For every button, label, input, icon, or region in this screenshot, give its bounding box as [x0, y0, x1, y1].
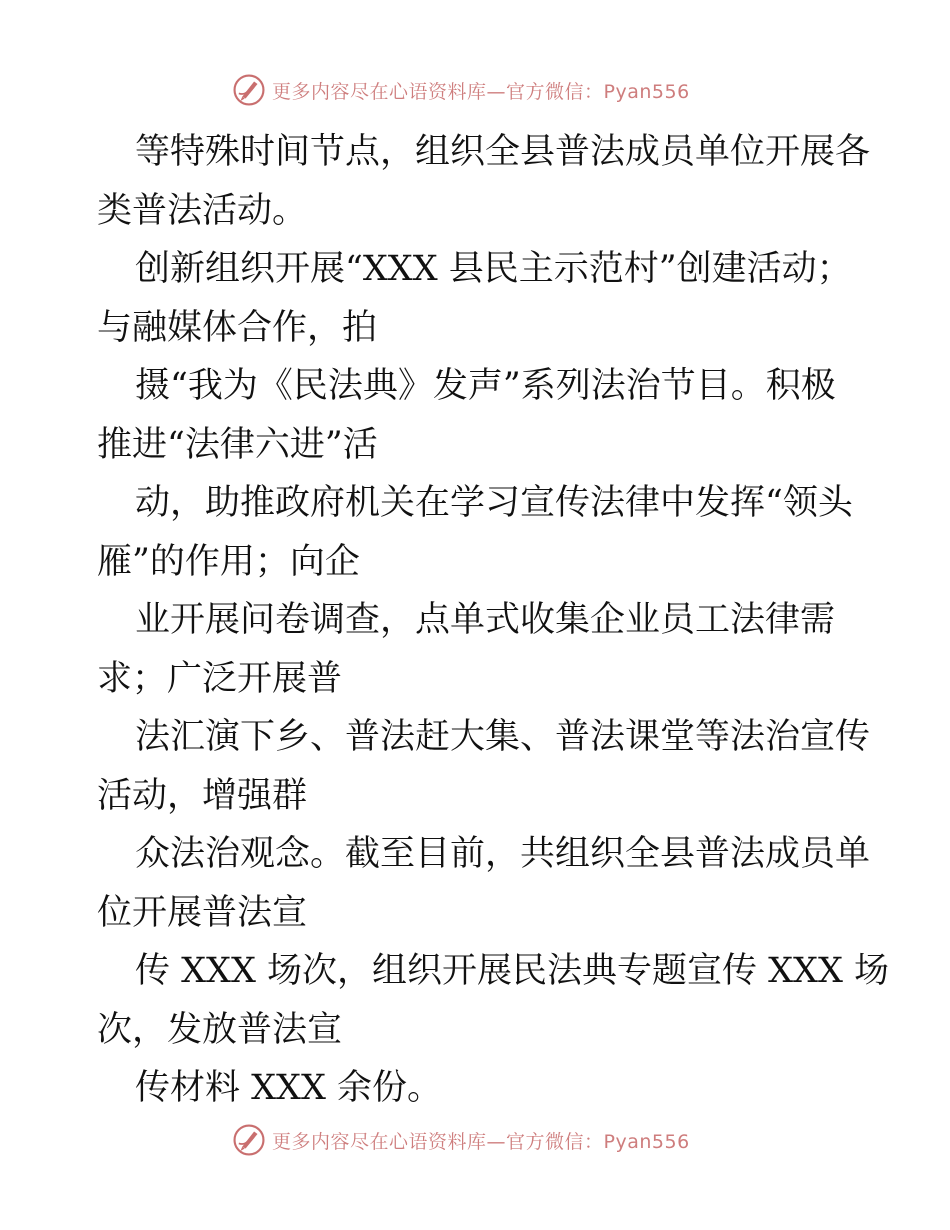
- text-line: 求；广泛开展普: [97, 658, 343, 699]
- text-line: 创新组织开展“XXX 县民主示范村”创建活动；: [135, 249, 852, 289]
- text-line: 传材料 XXX 余份。: [135, 1068, 443, 1108]
- text-line: 与融媒体合作，拍: [97, 307, 378, 348]
- text-line: 位开展普法宣: [97, 892, 308, 933]
- quill-pen-logo-icon: [232, 73, 266, 107]
- text-line: 法汇演下乡、普法赶大集、普法课堂等法治宣传: [135, 717, 871, 757]
- text-line: 雁”的作用；向企: [97, 541, 360, 582]
- quill-pen-logo-icon: [232, 1123, 266, 1157]
- document-body: [97, 123, 890, 1118]
- text-line: 摄“我为《民法典》发声”系列法治节目。积极: [135, 366, 836, 406]
- paragraph: [97, 123, 890, 1118]
- text-line: 传 XXX 场次，组织开展民法典专题宣传 XXX 场: [135, 951, 890, 991]
- header-watermark: [232, 70, 690, 110]
- text-line: 次，发放普法宣: [97, 1009, 343, 1050]
- footer-watermark-text: 更多内容尽在心语资料库—官方微信：Pyan556: [272, 1130, 690, 1153]
- text-line: 等特殊时间节点，组织全县普法成员单位开展各: [135, 132, 871, 172]
- text-line: 众法治观念。截至目前，共组织全县普法成员单: [135, 834, 871, 874]
- text-line: 活动，增强群: [97, 775, 308, 816]
- header-watermark-text: 更多内容尽在心语资料库—官方微信：Pyan556: [272, 80, 690, 103]
- text-line: 动，助推政府机关在学习宣传法律中发挥“领头: [135, 483, 853, 523]
- footer-watermark: [232, 1120, 690, 1160]
- text-line: 业开展问卷调查，点单式收集企业员工法律需: [135, 600, 836, 640]
- text-line: 类普法活动。: [97, 190, 308, 231]
- text-line: 推进“法律六进”活: [97, 424, 378, 465]
